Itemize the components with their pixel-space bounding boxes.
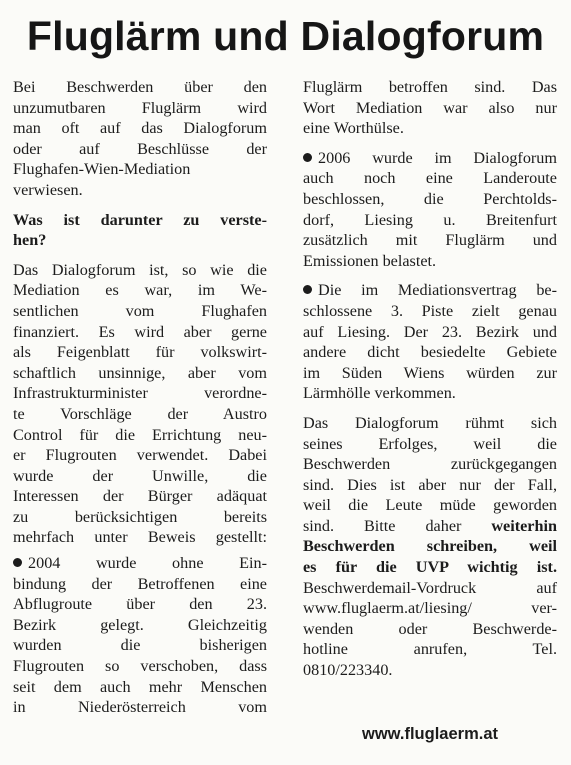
text-line: Beschwerdemail-Vordruck auf (303, 578, 557, 597)
text-line: andere dicht besiedelte Gebiete (303, 343, 557, 362)
text-line: bindung der Betroffenen eine (13, 574, 267, 593)
text-line: schaftlich unsinnige, aber vom (13, 363, 267, 382)
bullet-2004 (13, 553, 267, 718)
text-line: zusätzlich mit Fluglärm und (303, 231, 557, 250)
text-line: wurde der Unwille, die (13, 466, 267, 485)
bullet-line: 2006 wurde im Dialogforum (303, 148, 557, 169)
text-line: Das Dialogforum rühmt sich (303, 413, 557, 432)
text-line: Bei Beschwerden über den (13, 78, 267, 96)
text-line: Fluglärm betroffen sind. Das (303, 78, 557, 96)
intro-paragraph (13, 77, 267, 201)
text-line: dorf, Liesing u. Breitenfurt (303, 210, 557, 229)
text-line: www.fluglaerm.at/liesing/ ver- (303, 599, 557, 618)
text-line: Bezirk gelegt. Gleichzeitig (13, 615, 267, 634)
left-column (13, 77, 267, 718)
text-line: auf Liesing. Der 23. Bezirk und (303, 322, 557, 341)
text-line: schlossene 3. Piste zielt genau (303, 301, 557, 320)
text-line: man oft auf das Dialogforum (13, 119, 267, 138)
text-line: eine Worthülse. (303, 119, 404, 138)
text-line: im Süden Wiens würden zur (303, 363, 557, 382)
text-line: Wort Mediation war also nur (303, 98, 557, 117)
text-line: sind. Dies ist aber nur der Fall, (303, 475, 557, 494)
text-line: seines Erfolges, weil die (303, 434, 557, 453)
body-paragraph (13, 260, 267, 548)
text-line: Control für die Errichtung neu- (13, 425, 267, 444)
headline: Fluglärm und Dialogforum (26, 13, 545, 59)
bullet-line: Die im Mediationsvertrag be- (303, 280, 557, 301)
subheading-line: hen? (13, 231, 47, 250)
text-line: 0810/223340. (303, 661, 393, 680)
text-line: verwiesen. (13, 180, 83, 199)
text-line: Flughafen-Wien-Mediation (13, 160, 191, 179)
text-line: Emissionen belastet. (303, 251, 437, 270)
bullet-piste (303, 280, 557, 404)
text-line: Mediation es war, im We- (13, 281, 267, 300)
text-line: er Flugrouten verwendet. Dabei (13, 446, 267, 465)
text-line: Das Dialogforum ist, so wie die (13, 260, 267, 279)
text-line: te Vorschläge der Austro (13, 404, 267, 423)
bullet-icon (13, 558, 22, 567)
text-line: Flugrouten so verschoben, dass (13, 657, 267, 676)
text-line: oder auf Beschlüsse der (13, 139, 267, 158)
text-line: Abflugroute über den 23. (13, 595, 267, 614)
text-line: Interessen der Bürger adäquat (13, 487, 267, 506)
closing-paragraph (303, 413, 557, 681)
emphasis-text: weiterhin (491, 516, 557, 535)
text-line: hotline anrufen, Tel. (303, 640, 557, 659)
right-column (303, 77, 557, 681)
text-line: sind. Bitte daher weiterhin (303, 516, 557, 535)
text-line: sentlichen vom Flughafen (13, 301, 267, 320)
text-line: beschlossen, die Perchtolds- (303, 189, 557, 208)
text-line: weil die Leute müde geworden (303, 496, 557, 515)
text-line: in Niederösterreich vom (13, 698, 267, 717)
bullet-icon (303, 153, 312, 162)
subheading (13, 210, 267, 251)
text-line: finanziert. Es wird aber gerne (13, 322, 267, 341)
text-line: auch noch eine Landeroute (303, 169, 557, 188)
text-line: wenden oder Beschwerde- (303, 619, 557, 638)
subheading-line: Was ist darunter zu verste- (13, 210, 267, 229)
text-line: zu berücksichtigen bereits (13, 507, 267, 526)
text-line: Beschwerden zurückgegangen (303, 455, 557, 474)
footer-url: www.fluglaerm.at (362, 725, 498, 743)
text-line: als Feigenblatt für volkswirt- (13, 343, 267, 362)
text-line: unzumutbaren Fluglärm wird (13, 98, 267, 117)
emphasis-line: es für die UVP wichtig ist. (303, 558, 557, 577)
text-line: mehrfach unter Beweis gestellt: (13, 528, 267, 547)
text-line: Lärmhölle verkommen. (303, 384, 456, 403)
text-line: seit dem auch mehr Menschen (13, 677, 267, 696)
bullet-2006 (303, 148, 557, 272)
bullet-icon (303, 285, 312, 294)
text-line: Infrastrukturminister verordne- (13, 384, 267, 403)
text-line: wurden die bisherigen (13, 636, 267, 655)
emphasis-line: Beschwerden schreiben, weil (303, 537, 557, 556)
bullet-line: 2004 wurde ohne Ein- (13, 553, 267, 574)
bullet-2004-continued (303, 77, 557, 139)
